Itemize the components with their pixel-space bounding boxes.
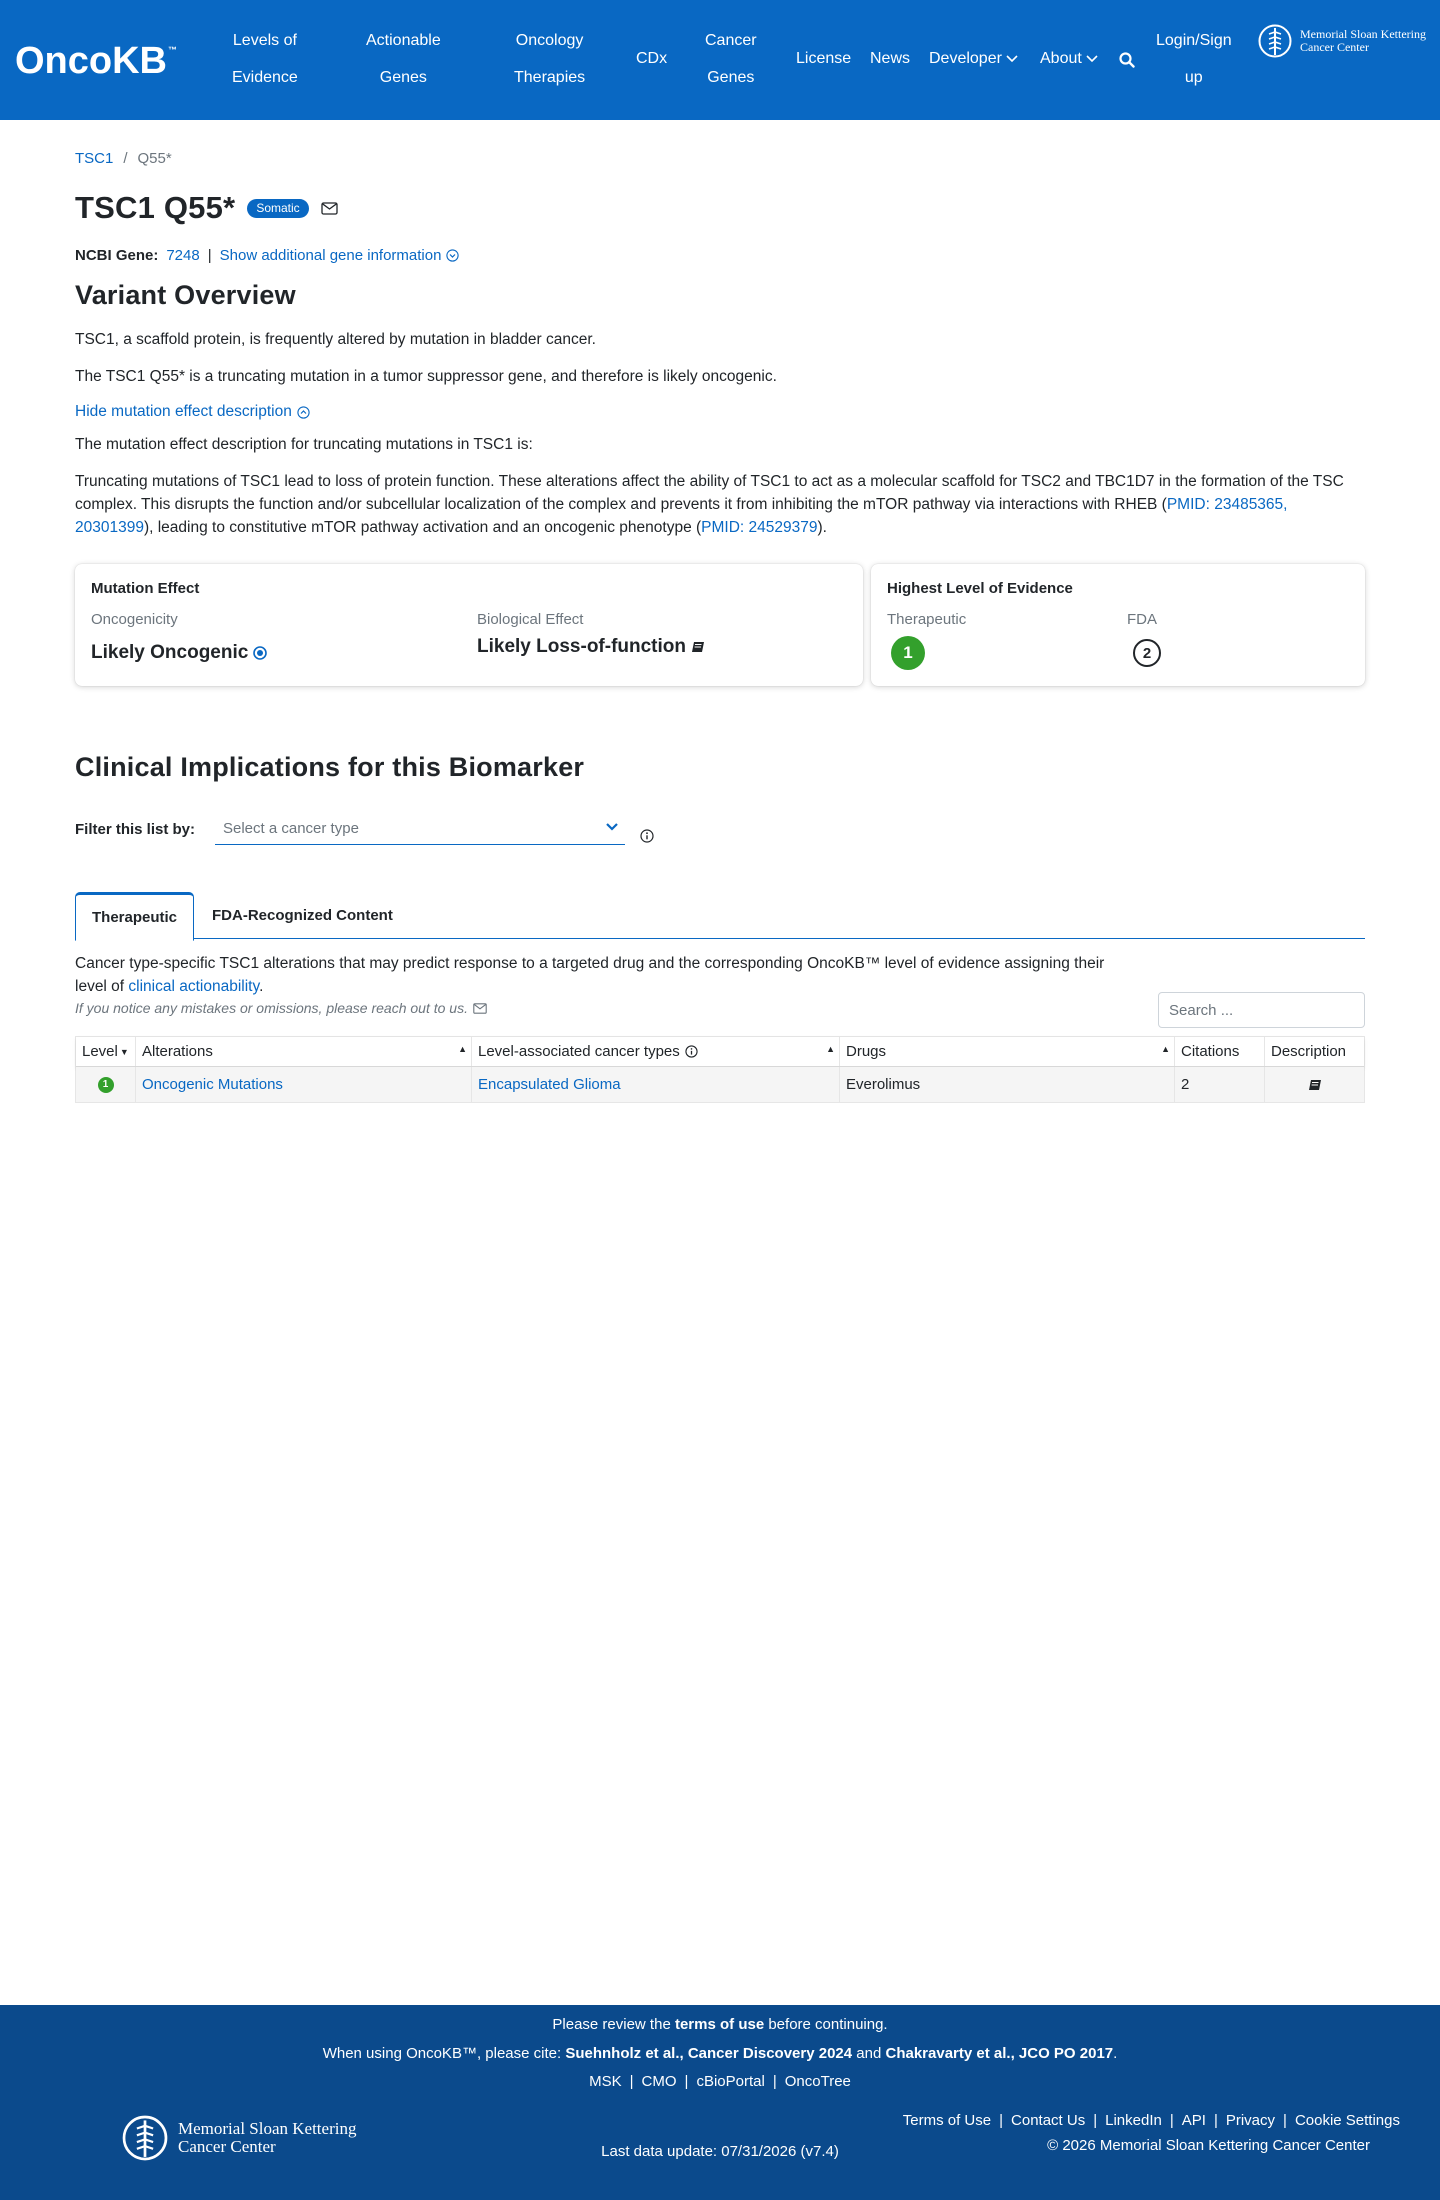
footer-separator: |	[999, 2112, 1004, 2129]
column-header-level[interactable]	[76, 1037, 136, 1066]
nav-oncology-line1: Oncology	[515, 32, 584, 49]
ncbi-separator: |	[207, 247, 212, 264]
footer-separator: |	[684, 2073, 689, 2090]
clinical-tabs	[75, 892, 1365, 939]
nav-developer[interactable]	[929, 40, 1018, 77]
page-title: TSC1 Q55*	[75, 190, 236, 225]
citation-notice	[0, 2045, 1440, 2062]
footer-linkedin-link[interactable]: LinkedIn	[1105, 2112, 1162, 2129]
nav-levels-of-evidence[interactable]	[232, 22, 298, 96]
book-icon[interactable]	[691, 641, 705, 653]
book-icon[interactable]	[1308, 1079, 1322, 1091]
footer-contact-link[interactable]: Contact Us	[1011, 2112, 1086, 2129]
mutation-effect-title: Mutation Effect	[91, 580, 200, 597]
nav-login-line2: up	[1184, 69, 1203, 86]
row-level-cell	[76, 1067, 136, 1102]
highest-level-title: Highest Level of Evidence	[887, 580, 1073, 597]
hide-mutation-effect-label: Hide mutation effect description	[75, 403, 292, 420]
ncbi-gene-label: NCBI Gene:	[75, 247, 159, 264]
chevron-circle-down-icon	[446, 249, 459, 262]
oncogenicity-label: Oncogenicity	[91, 611, 178, 628]
biological-effect-value	[477, 636, 705, 658]
table-header	[76, 1037, 1364, 1067]
logo-trademark: ™	[168, 45, 177, 55]
sort-asc-icon: ▲	[458, 1044, 467, 1054]
column-drugs-label: Drugs	[846, 1043, 887, 1060]
description-text-3: ).	[817, 519, 827, 536]
nav-cancer-line2: Genes	[707, 69, 755, 86]
footer-cookie-settings-link[interactable]: Cookie Settings	[1294, 2112, 1400, 2129]
somatic-badge: Somatic	[247, 199, 308, 218]
nav-oncology-therapies[interactable]	[514, 22, 585, 96]
nav-actionable-line1: Actionable	[366, 32, 441, 49]
chevron-down-icon	[1086, 55, 1098, 63]
row-description-cell	[1265, 1067, 1364, 1102]
partner-links	[0, 2073, 1440, 2090]
logo-text: OncoKB	[15, 40, 167, 82]
biological-effect-text: Likely Loss-of-function	[477, 636, 686, 657]
nav-login-signup[interactable]	[1156, 22, 1232, 96]
cancer-type-link[interactable]: Encapsulated Glioma	[478, 1076, 621, 1093]
footer-link-oncotree[interactable]: OncoTree	[784, 2073, 851, 2090]
nav-news[interactable]: News	[870, 50, 911, 67]
therapeutic-intro	[75, 952, 1115, 998]
citation-1: Suehnholz et al., Cancer Discovery 2024	[565, 2045, 853, 2062]
nav-developer-label: Developer	[929, 50, 1002, 67]
alteration-link[interactable]: Oncogenic Mutations	[142, 1076, 283, 1093]
msk-footer-line1: Memorial Sloan Kettering	[178, 2119, 357, 2138]
column-description-label: Description	[1271, 1043, 1347, 1060]
column-header-citations[interactable]	[1175, 1037, 1265, 1066]
table-search-placeholder: Search ...	[1169, 1001, 1234, 1019]
description-text-2: ), leading to constitutive mTOR pathway activation and an oncogenic phenotype (	[143, 519, 702, 536]
sort-asc-icon: ▲	[1161, 1044, 1170, 1054]
nav-actionable-genes[interactable]	[366, 22, 441, 96]
nav-levels-line1: Levels of	[232, 32, 297, 49]
column-alterations-label: Alterations	[142, 1043, 213, 1060]
citation-and: and	[852, 2045, 886, 2062]
column-level-label: Level	[82, 1043, 118, 1060]
column-citations-label: Citations	[1181, 1043, 1240, 1060]
show-gene-info-link[interactable]	[220, 247, 460, 264]
nav-levels-line2: Evidence	[232, 69, 298, 86]
top-navbar	[0, 0, 1440, 120]
msk-emblem-icon	[1258, 22, 1292, 60]
row-alterations-cell	[136, 1067, 472, 1102]
fda-level-2-icon[interactable]: 2	[1133, 639, 1161, 667]
breadcrumb	[75, 150, 172, 167]
nav-about-label: About	[1040, 50, 1082, 67]
column-header-alterations[interactable]	[136, 1037, 472, 1066]
chevron-down-icon	[1006, 55, 1018, 63]
envelope-icon	[473, 1003, 487, 1014]
terms-notice-post: before continuing.	[764, 2016, 888, 2033]
citation-pre: When using OncoKB™, please cite:	[322, 2045, 566, 2062]
info-icon[interactable]	[640, 829, 654, 843]
gene-summary: TSC1, a scaffold protein, is frequently altered by mutation in bladder cancer.	[75, 331, 596, 348]
row-citations-cell: 2	[1175, 1067, 1265, 1102]
terms-notice-pre: Please review the	[552, 2016, 675, 2033]
nav-about[interactable]	[1040, 40, 1098, 77]
msk-line2: Cancer Center	[1300, 40, 1369, 54]
terms-notice	[0, 2016, 1440, 2033]
pmid-link-1[interactable]: PMID: 23485365, 20301399	[75, 496, 1288, 536]
nav-cdx[interactable]: CDx	[636, 50, 668, 67]
cancer-type-select[interactable]	[215, 813, 625, 845]
hide-mutation-effect-toggle[interactable]	[75, 403, 310, 421]
search-icon[interactable]	[1119, 52, 1135, 68]
footer-api-link[interactable]: API	[1181, 2112, 1206, 2129]
level-1-icon[interactable]: 1	[98, 1077, 114, 1093]
fda-label: FDA	[1127, 611, 1157, 628]
therapeutic-level-1-icon[interactable]: 1	[891, 636, 925, 670]
terms-of-use-link[interactable]: terms of use	[674, 2016, 765, 2033]
tab-fda-recognized-content[interactable]: FDA-Recognized Content	[212, 907, 393, 924]
highest-level-card	[871, 564, 1365, 686]
row-drugs-cell: Everolimus	[840, 1067, 1175, 1102]
therapeutic-label: Therapeutic	[887, 611, 967, 628]
footer-terms-link[interactable]: Terms of Use	[902, 2112, 992, 2129]
likely-oncogenic-icon	[253, 646, 267, 660]
title-row	[75, 190, 338, 226]
breadcrumb-gene-link[interactable]: TSC1	[75, 150, 114, 167]
msk-footer-line2: Cancer Center	[178, 2137, 276, 2156]
table-search-input[interactable]	[1158, 992, 1365, 1028]
column-cancer-types-label: Level-associated cancer types	[478, 1043, 680, 1060]
msk-line1: Memorial Sloan Kettering	[1300, 27, 1426, 41]
msk-wordmark	[1300, 28, 1426, 54]
table-row	[76, 1067, 1364, 1102]
footer-link-msk[interactable]: MSK	[589, 2073, 622, 2090]
oncogenicity-text: Likely Oncogenic	[91, 642, 249, 663]
feedback-notice[interactable]	[75, 1000, 487, 1016]
sort-asc-icon: ▲	[826, 1044, 835, 1054]
nav-actionable-line2: Genes	[379, 69, 427, 86]
nav-oncology-line2: Therapies	[514, 69, 586, 86]
footer-separator: |	[1093, 2112, 1098, 2129]
footer-separator: |	[772, 2073, 777, 2090]
footer-right	[903, 2112, 1400, 2154]
tab-therapeutic[interactable]: Therapeutic	[75, 892, 194, 941]
clinical-implications-heading: Clinical Implications for this Biomarker	[75, 752, 585, 782]
last-data-update: Last data update: 07/31/2026 (v7.4)	[601, 2143, 839, 2160]
footer-separator: |	[629, 2073, 634, 2090]
sort-desc-icon: ▼	[119, 1046, 129, 1057]
filter-label: Filter this list by:	[75, 821, 196, 838]
chevron-circle-up-icon	[297, 406, 310, 419]
therapeutic-intro-end: .	[259, 978, 264, 995]
ncbi-gene-id-link[interactable]: 7248	[166, 247, 200, 264]
mutation-effect-intro: The mutation effect description for truncating mutations in TSC1 is:	[75, 436, 533, 453]
footer-privacy-link[interactable]: Privacy	[1225, 2112, 1276, 2129]
footer-link-cbioportal[interactable]: cBioPortal	[696, 2073, 765, 2090]
oncogenicity-value	[91, 642, 267, 664]
row-cancer-type-cell	[472, 1067, 840, 1102]
footer-separator: |	[1213, 2112, 1218, 2129]
breadcrumb-variant: Q55*	[137, 150, 172, 167]
mutation-effect-description	[75, 470, 1365, 539]
column-header-cancer-types[interactable]	[472, 1037, 840, 1066]
pmid-link-2[interactable]: PMID: 24529379	[701, 519, 818, 536]
envelope-icon[interactable]	[321, 202, 338, 215]
column-header-drugs[interactable]	[840, 1037, 1175, 1066]
ncbi-gene-row	[75, 247, 459, 264]
therapeutic-table	[75, 1036, 1365, 1103]
footer-separator: |	[1169, 2112, 1174, 2129]
nav-login-line1: Login/Sign	[1156, 32, 1232, 49]
therapeutic-intro-text: Cancer type-specific TSC1 alterations that may predict response to a targeted drug and the corresponding OncoKB™ level of evidence assigning their level of	[75, 955, 1105, 995]
show-gene-info-label: Show additional gene information	[219, 247, 442, 264]
copyright: © 2026 Memorial Sloan Kettering Cancer Center	[1047, 2137, 1370, 2154]
footer-separator: |	[1283, 2112, 1287, 2129]
variant-summary: The TSC1 Q55* is a truncating mutation in a tumor suppressor gene, and therefore is likely oncogenic.	[75, 368, 777, 385]
chevron-down-icon	[605, 822, 619, 832]
feedback-notice-text: If you notice any mistakes or omissions, please reach out to us.	[75, 1000, 468, 1016]
variant-overview-heading: Variant Overview	[75, 280, 296, 310]
oncokb-logo[interactable]	[15, 39, 177, 83]
biological-effect-label: Biological Effect	[477, 611, 584, 628]
mutation-effect-card	[75, 564, 863, 686]
description-text-1: Truncating mutations of TSC1 lead to loss of protein function. These alterations affect the ability of TSC1 to act as a molecular scaffold for TSC2 and TBC1D7 in the formation of the TSC complex. This disrupts the function and/or subcellular localization of the complex and prevents it from inhibiting the mTOR pathway via interactions with RHEB (	[75, 473, 1344, 513]
cancer-type-placeholder: Select a cancer type	[223, 820, 359, 837]
msk-header-logo[interactable]	[1258, 22, 1426, 60]
footer	[0, 2005, 1440, 2200]
column-header-description	[1265, 1037, 1364, 1066]
breadcrumb-separator: /	[123, 150, 128, 167]
clinical-actionability-link[interactable]: clinical actionability	[128, 978, 260, 995]
info-icon[interactable]	[685, 1045, 698, 1058]
footer-link-cmo[interactable]: CMO	[641, 2073, 677, 2090]
citation-end: .	[1113, 2045, 1118, 2062]
nav-cancer-line1: Cancer	[705, 32, 757, 49]
citation-2: Chakravarty et al., JCO PO 2017	[885, 2045, 1114, 2062]
nav-license[interactable]: License	[796, 50, 852, 67]
nav-cancer-genes[interactable]	[705, 22, 757, 96]
